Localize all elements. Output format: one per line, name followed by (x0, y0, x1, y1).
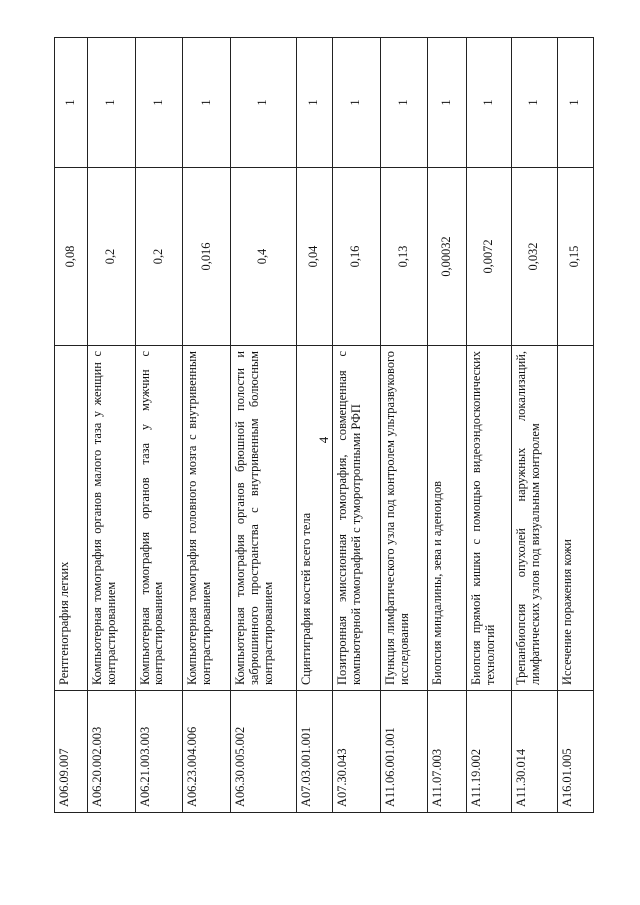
table-row (557, 38, 593, 813)
multiplicity-value: 1 (557, 38, 593, 168)
service-code: A11.07.003 (428, 691, 467, 813)
service-name: Компьютерная томография органов таза у мужчин с контрастированием (135, 346, 183, 691)
multiplicity-value: 1 (428, 38, 467, 168)
table-row (135, 38, 183, 813)
frequency-value: 0,4 (230, 168, 296, 346)
frequency-value: 0,2 (135, 168, 183, 346)
service-name: Компьютерная томография органов брюшной полости и забрюшинного пространства с внутривенным болюсным контрастированием (230, 346, 296, 691)
frequency-value: 0,032 (512, 168, 557, 346)
table-body (55, 38, 594, 813)
multiplicity-value: 1 (230, 38, 296, 168)
multiplicity-value: 1 (296, 38, 332, 168)
table-row (183, 38, 231, 813)
service-code: A16.01.005 (557, 691, 593, 813)
multiplicity-value: 1 (87, 38, 135, 168)
table-row (55, 38, 88, 813)
service-name: Рентгенография легких (55, 346, 88, 691)
multiplicity-value: 1 (512, 38, 557, 168)
table-row (380, 38, 428, 813)
service-code: A11.30.014 (512, 691, 557, 813)
frequency-value: 0,00032 (428, 168, 467, 346)
service-code: A07.03.001.001 (296, 691, 332, 813)
service-code: A07.30.043 (332, 691, 380, 813)
multiplicity-value: 1 (332, 38, 380, 168)
service-name: Иссечение поражения кожи (557, 346, 593, 691)
table-row (230, 38, 296, 813)
service-name: Биопсия миндалины, зева и аденоидов (428, 346, 467, 691)
services-table (54, 37, 594, 813)
multiplicity-value: 1 (466, 38, 511, 168)
service-code: A06.30.005.002 (230, 691, 296, 813)
multiplicity-value: 1 (183, 38, 231, 168)
service-name: Компьютерная томография органов малого таза у женщин с контрастированием (87, 346, 135, 691)
service-code: A06.21.003.003 (135, 691, 183, 813)
table-row (428, 38, 467, 813)
table-row (466, 38, 511, 813)
table-row (87, 38, 135, 813)
multiplicity-value: 1 (135, 38, 183, 168)
service-name: Сцинтиграфия костей всего тела (296, 346, 332, 691)
frequency-value: 0,08 (55, 168, 88, 346)
multiplicity-value: 1 (55, 38, 88, 168)
frequency-value: 0,016 (183, 168, 231, 346)
service-name: Биопсия прямой кишки с помощью видеоэндоскопических технологий (466, 346, 511, 691)
table-row (296, 38, 332, 813)
service-code: A06.09.007 (55, 691, 88, 813)
table-row (512, 38, 557, 813)
service-code: A11.19.002 (466, 691, 511, 813)
multiplicity-value: 1 (380, 38, 428, 168)
frequency-value: 0,13 (380, 168, 428, 346)
service-name: Компьютерная томография головного мозга с внутривенным контрастированием (183, 346, 231, 691)
service-name: Трепанбиопсия опухолей наружных локализаций, лимфатических узлов под визуальным контролем (512, 346, 557, 691)
service-code: A06.20.002.003 (87, 691, 135, 813)
service-name: Позитронная эмиссионная томография, совмещенная с компьютерной томографией с туморотропными РФП (332, 346, 380, 691)
frequency-value: 0,2 (87, 168, 135, 346)
frequency-value: 0,0072 (466, 168, 511, 346)
page-number: 4 (316, 436, 331, 444)
frequency-value: 0,04 (296, 168, 332, 346)
frequency-value: 0,15 (557, 168, 593, 346)
service-code: A06.23.004.006 (183, 691, 231, 813)
service-code: A11.06.001.001 (380, 691, 428, 813)
table-row (332, 38, 380, 813)
rotated-page-content (54, 38, 594, 813)
service-name: Пункция лимфатического узла под контролем ультразвукового исследования (380, 346, 428, 691)
frequency-value: 0,16 (332, 168, 380, 346)
